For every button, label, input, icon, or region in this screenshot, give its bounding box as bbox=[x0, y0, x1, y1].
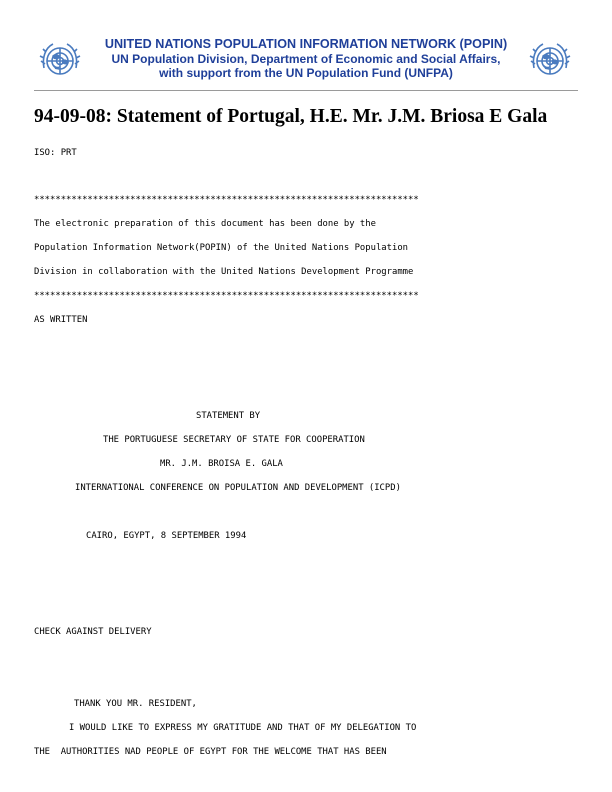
header-line-1: UNITED NATIONS POPULATION INFORMATION NETWORK (POPIN) bbox=[104, 37, 508, 51]
note-line-2: Population Information Network(POPIN) of the United Nations Population bbox=[34, 243, 409, 253]
document-title: 94-09-08: Statement of Portugal, H.E. Mr. J.M. Briosa E Gala bbox=[34, 106, 548, 127]
popin-header bbox=[30, 34, 578, 90]
place-and-date: CAIRO, EGYPT, 8 SEPTEMBER 1994 bbox=[86, 531, 247, 541]
body-line-3: THE AUTHORITIES NAD PEOPLE OF EGYPT FOR THE WELCOME THAT HAS BEEN bbox=[34, 747, 387, 757]
un-emblem-icon bbox=[526, 38, 574, 86]
body-line-2: I WOULD LIKE TO EXPRESS MY GRATITUDE AND THAT OF MY DELEGATION TO bbox=[69, 723, 417, 733]
statement-by: STATEMENT BY bbox=[196, 411, 261, 421]
star-divider-bottom: ************************************************************************ bbox=[34, 291, 419, 301]
as-written-label: AS WRITTEN bbox=[34, 315, 88, 325]
speaker-role: THE PORTUGUESE SECRETARY OF STATE FOR COOPERATION bbox=[103, 435, 365, 445]
header-line-2: UN Population Division, Department of Economic and Social Affairs, bbox=[111, 51, 501, 66]
note-line-1: The electronic preparation of this document has been done by the bbox=[34, 219, 376, 229]
note-line-3: Division in collaboration with the United Nations Development Programme bbox=[34, 267, 414, 277]
speaker-name: MR. J.M. BROISA E. GALA bbox=[160, 459, 283, 469]
iso-code: ISO: PRT bbox=[34, 148, 77, 158]
header-divider bbox=[34, 90, 578, 91]
check-against-delivery: CHECK AGAINST DELIVERY bbox=[34, 627, 152, 637]
star-divider-top: ************************************************************************ bbox=[34, 195, 419, 205]
body-line-1: THANK YOU MR. RESIDENT, bbox=[74, 699, 197, 709]
un-emblem-icon bbox=[36, 38, 84, 86]
conference-name: INTERNATIONAL CONFERENCE ON POPULATION AND DEVELOPMENT (ICPD) bbox=[75, 483, 401, 493]
header-line-3: with support from the UN Population Fund (UNFPA) bbox=[159, 66, 453, 80]
header-title bbox=[92, 37, 520, 81]
